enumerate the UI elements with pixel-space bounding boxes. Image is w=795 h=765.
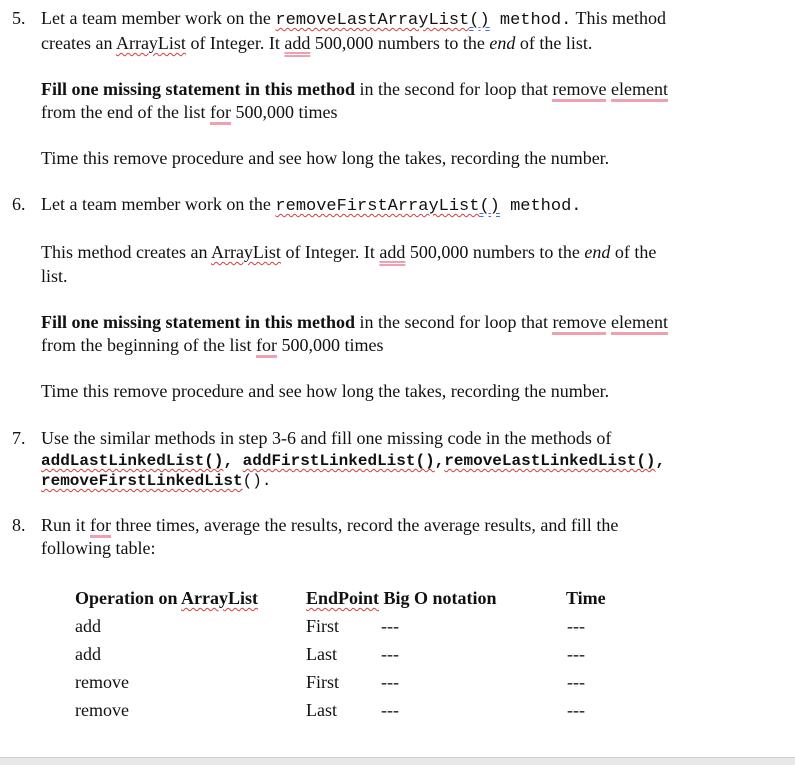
- text: from the beginning of the list: [41, 335, 256, 355]
- item-5-para-3: Time this remove procedure and see how long the takes, recording the number.: [41, 148, 610, 168]
- item-5-para-2-line-1: [41, 78, 668, 100]
- element-word: element: [611, 312, 668, 335]
- item-7-line-3: [41, 469, 271, 491]
- method-parens: (): [479, 197, 500, 216]
- item-5-number: 5.: [12, 8, 26, 28]
- item-8-line-2: following table:: [41, 538, 156, 558]
- cell-endpoint: First: [306, 616, 340, 636]
- element-word: element: [611, 79, 668, 102]
- cell-endpoint: Last: [306, 700, 337, 720]
- item-6-para-1-line-1: [41, 241, 656, 263]
- item-7-number: 7.: [12, 428, 26, 448]
- item-6-para-1-line-2: list.: [41, 266, 68, 286]
- item-5-line-1: [41, 7, 666, 32]
- cell-bigo: ---: [381, 700, 399, 720]
- cell-operation: add: [75, 644, 101, 664]
- text: of the: [610, 242, 657, 262]
- bold-instruction: Fill one missing statement in this method: [41, 79, 356, 99]
- cell-operation: add: [75, 616, 101, 636]
- cell-bigo: ---: [381, 644, 399, 664]
- cell-time: ---: [567, 616, 585, 636]
- cell-endpoint: Last: [306, 644, 337, 664]
- arraylist-word: ArrayList: [181, 588, 258, 608]
- item-5-para-2-line-2: [41, 101, 337, 123]
- method-parens: (): [469, 11, 490, 30]
- cell-operation: remove: [75, 672, 129, 692]
- arraylist-word: ArrayList: [210, 242, 281, 262]
- remove-word: remove: [552, 79, 606, 102]
- bold-instruction: Fill one missing statement in this method: [41, 312, 356, 332]
- method-tail: ().: [242, 472, 272, 490]
- text: of Integer. It: [185, 33, 285, 53]
- separator: ,: [223, 452, 243, 470]
- cell-operation: remove: [75, 700, 129, 720]
- item-6-para-2-line-2: [41, 334, 383, 356]
- cell-time: ---: [567, 672, 585, 692]
- text: Operation on: [75, 588, 182, 608]
- end-word: end: [489, 33, 516, 53]
- text: of the list.: [515, 33, 593, 53]
- for-word: for: [256, 335, 277, 358]
- cell-time: ---: [567, 644, 585, 664]
- method-addFirstLinkedList: addFirstLinkedList(): [242, 452, 435, 470]
- method-label: method.: [499, 197, 582, 216]
- text: This method creates an: [41, 242, 211, 262]
- text: of Integer. It: [280, 242, 380, 262]
- cell-bigo: ---: [381, 672, 399, 692]
- text: 500,000 numbers to the: [405, 242, 585, 262]
- text: in the second for loop that: [355, 312, 553, 332]
- cell-bigo: ---: [381, 616, 399, 636]
- text: from the end of the list: [41, 102, 210, 122]
- item-6-line-1: [41, 193, 582, 218]
- item-6-number: 6.: [12, 194, 26, 214]
- item-7-line-2: [41, 449, 665, 471]
- cell-endpoint: First: [306, 672, 340, 692]
- header-operation: [75, 587, 258, 609]
- endpoint-word: EndPoint: [306, 588, 380, 608]
- method-label: method.: [489, 11, 572, 30]
- method-removeLastLinkedList: removeLastLinkedList(): [444, 452, 656, 470]
- text: This method: [571, 8, 666, 28]
- text: Let a team member work on the: [41, 194, 276, 214]
- add-word: add: [284, 33, 311, 53]
- text: creates an: [41, 33, 116, 53]
- method-name-removeLastArrayList: removeLastArrayList: [275, 11, 470, 30]
- item-6-para-2-line-1: [41, 311, 668, 333]
- item-7-line-1: Use the similar methods in step 3-6 and fill one missing code in the methods of: [41, 428, 612, 448]
- arraylist-word: ArrayList: [115, 33, 186, 53]
- item-8-number: 8.: [12, 515, 26, 535]
- text: 500,000 times: [230, 102, 338, 122]
- add-word: add: [379, 242, 406, 262]
- bigo-header: Big O notation: [379, 588, 497, 608]
- item-5-line-2: [41, 32, 592, 54]
- cell-time: ---: [567, 700, 585, 720]
- text: in the second for loop that: [355, 79, 553, 99]
- separator: ,: [655, 452, 666, 470]
- separator: ,: [434, 452, 445, 470]
- text: Let a team member work on the: [41, 8, 276, 28]
- remove-word: remove: [552, 312, 606, 335]
- text: 500,000 times: [276, 335, 384, 355]
- method-removeFirstLinkedList: removeFirstLinkedList: [41, 472, 243, 490]
- method-name-removeFirstArrayList: removeFirstArrayList: [275, 197, 480, 216]
- header-time: Time: [566, 588, 606, 608]
- end-word: end: [584, 242, 611, 262]
- method-addLastLinkedList: addLastLinkedList(): [41, 452, 224, 470]
- item-6-para-3: Time this remove procedure and see how long the takes, recording the number.: [41, 381, 610, 401]
- for-word: for: [210, 102, 231, 125]
- text: Run it: [41, 515, 91, 535]
- for-word: for: [90, 515, 111, 538]
- text: 500,000 numbers to the: [310, 33, 490, 53]
- text: three times, average the results, record the average results, and fill the: [111, 515, 619, 535]
- item-8-line-1: [41, 514, 618, 536]
- header-endpoint-bigo: [306, 587, 497, 609]
